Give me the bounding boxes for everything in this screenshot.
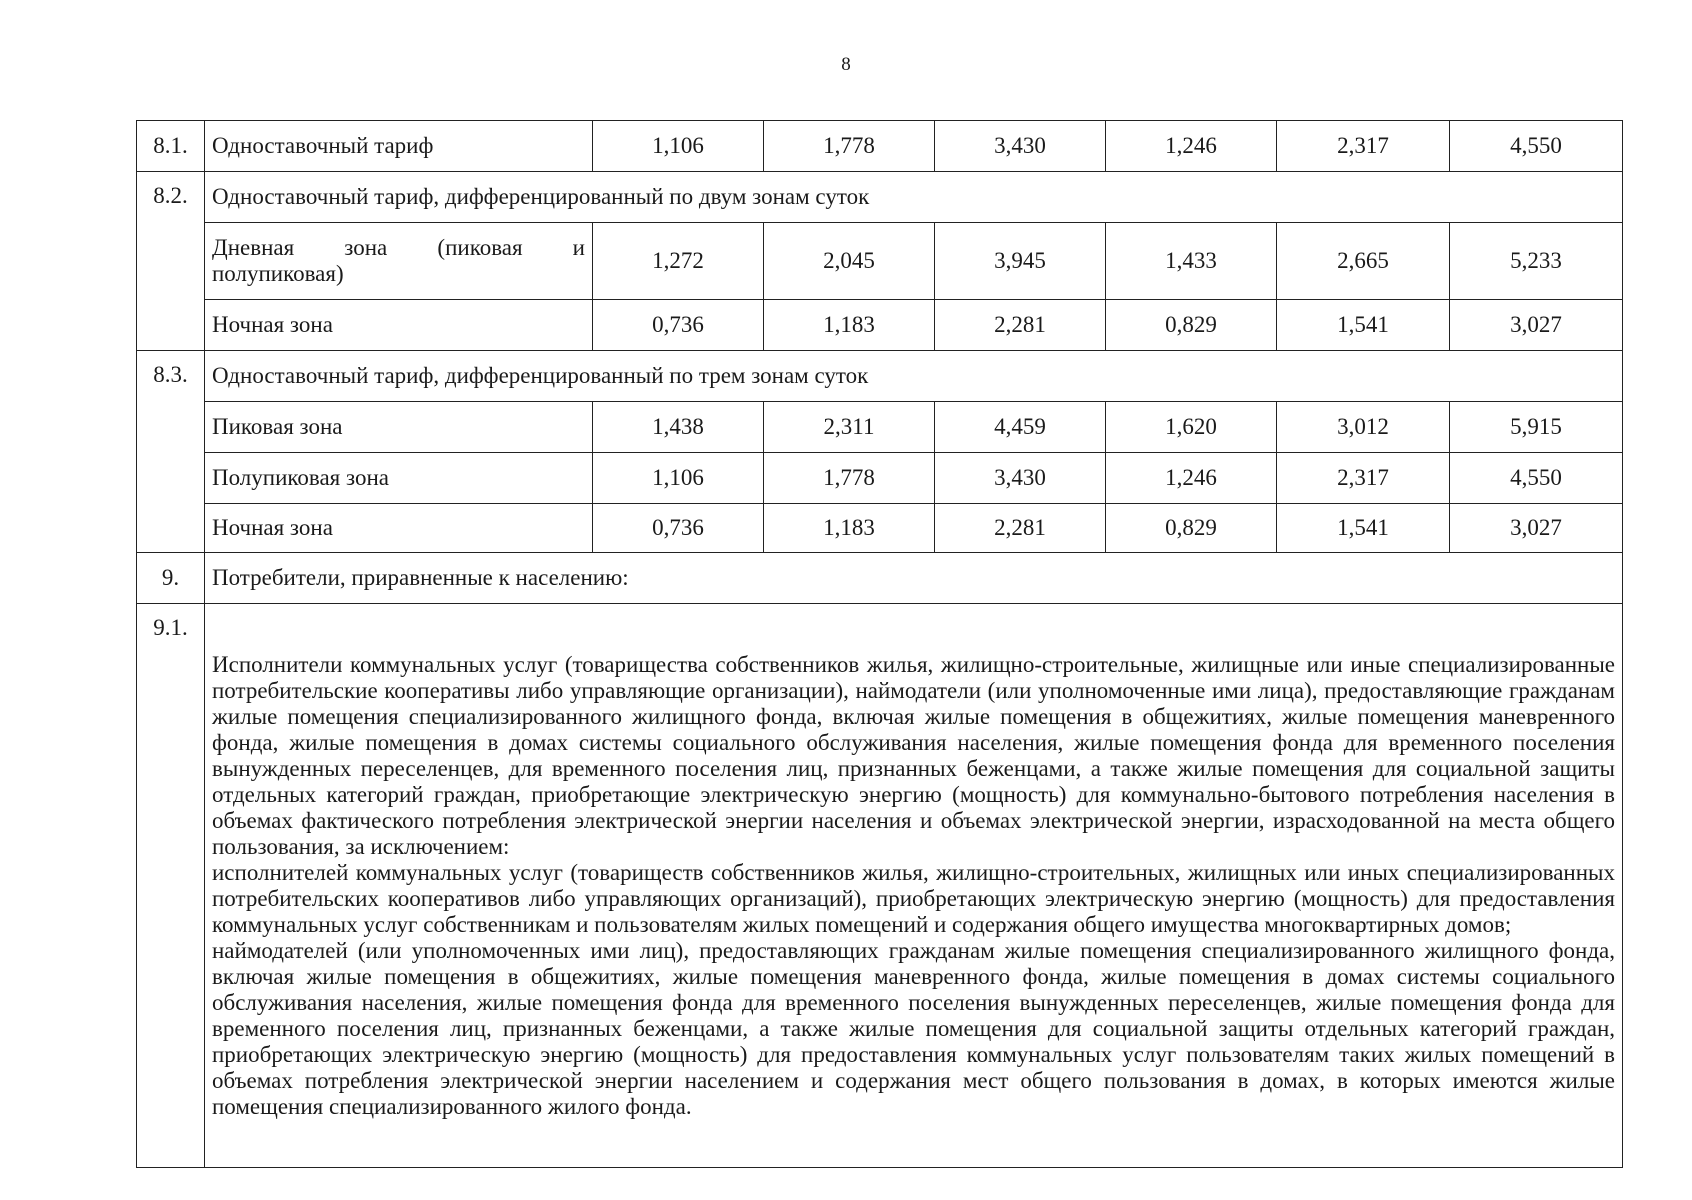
value-cell: 0,829 (1106, 504, 1277, 553)
row-description (205, 604, 1623, 1168)
value-cell: 2,281 (935, 504, 1106, 553)
value-cell: 3,012 (1277, 402, 1450, 453)
row-label: Одноставочный тариф, дифференцированный по трем зонам суток (205, 351, 1623, 402)
paragraph: исполнителей коммунальных услуг (товариществ собственников жилья, жилищно-строительных, жилищных или иных специализированных потребительских кооперативов либо управляющих организаций), приобретающих электрическую энергию (мощность) для предоставления коммунальных услуг собственникам и пользователям жилых помещений и содержания общего имущества многоквартирных домов; (212, 859, 1615, 937)
value-cell: 1,438 (593, 402, 764, 453)
value-cell: 0,736 (593, 504, 764, 553)
table-row-8-1 (137, 121, 1623, 172)
value-cell: 2,665 (1277, 223, 1450, 300)
value-cell: 3,430 (935, 121, 1106, 172)
table-row-8-2-day (137, 223, 1623, 300)
value-cell: 5,233 (1450, 223, 1623, 300)
table-row-8-2-night (137, 300, 1623, 351)
table-row-8-2 (137, 172, 1623, 223)
table-row-8-3-peak (137, 402, 1623, 453)
row-label: Ночная зона (205, 504, 593, 553)
value-cell: 1,620 (1106, 402, 1277, 453)
value-cell: 1,541 (1277, 300, 1450, 351)
value-cell: 4,550 (1450, 121, 1623, 172)
paragraph: Исполнители коммунальных услуг (товарищества собственников жилья, жилищно-строительные, жилищные или иные специализированные потребительские кооперативы либо управляющие организации), наймодатели (или уполномоченные ими лица), предоставляющие гражданам жилые помещения специализированного жилищного фонда, включая жилые помещения в общежитиях, жилые помещения маневренного фонда, жилые помещения в домах системы социального обслуживания населения, жилые помещения фонда для временного поселения вынужденных переселенцев, для временного поселения лиц, признанных беженцами, а также жилые помещения для социальной защиты отдельных категорий граждан, приобретающие электрическую энергию (мощность) для коммунально-бытового потребления населения в объемах фактического потребления электрической энергии населения и объемах электрической энергии, израсходованной на места общего пользования, за исключением: (212, 651, 1615, 859)
paragraph: наймодателей (или уполномоченных ими лиц), предоставляющих гражданам жилые помещения специализированного жилищного фонда, включая жилые помещения в общежитиях, жилые помещения маневренного фонда, жилые помещения в домах системы социального обслуживания населения, жилые помещения фонда для временного поселения вынужденных переселенцев, жилые помещения фонда для временного поселения лиц, признанных беженцами, а также жилые помещения для социальной защиты отдельных категорий граждан, приобретающих электрическую энергию (мощность) для предоставления коммунальных услуг пользователям таких жилых помещений в объемах потребления электрической энергии населением и содержания мест общего пользования в домах, в которых имеются жилые помещения специализированного жилого фонда. (212, 937, 1615, 1119)
page-number: 8 (841, 54, 851, 75)
value-cell: 0,736 (593, 300, 764, 351)
value-cell: 1,246 (1106, 453, 1277, 504)
row-number: 9.1. (137, 604, 205, 1168)
value-cell: 1,778 (764, 121, 935, 172)
value-cell: 1,183 (764, 504, 935, 553)
table-row-8-3 (137, 351, 1623, 402)
row-number: 9. (137, 553, 205, 604)
row-label: Пиковая зона (205, 402, 593, 453)
value-cell: 2,311 (764, 402, 935, 453)
row-label: Одноставочный тариф, дифференцированный по двум зонам суток (205, 172, 1623, 223)
row-number: 8.2. (137, 172, 205, 351)
value-cell: 2,317 (1277, 453, 1450, 504)
value-cell: 1,433 (1106, 223, 1277, 300)
table-row-9 (137, 553, 1623, 604)
value-cell: 1,246 (1106, 121, 1277, 172)
value-cell: 3,945 (935, 223, 1106, 300)
value-cell: 1,272 (593, 223, 764, 300)
value-cell: 3,430 (935, 453, 1106, 504)
value-cell: 2,045 (764, 223, 935, 300)
value-cell: 3,027 (1450, 300, 1623, 351)
value-cell: 1,106 (593, 453, 764, 504)
row-label: Полупиковая зона (205, 453, 593, 504)
table-row-9-1 (137, 604, 1623, 1168)
row-label (205, 223, 593, 300)
value-cell: 2,317 (1277, 121, 1450, 172)
table-row-8-3-night (137, 504, 1623, 553)
row-label: Ночная зона (205, 300, 593, 351)
row-label: Одноставочный тариф (205, 121, 593, 172)
value-cell: 1,541 (1277, 504, 1450, 553)
value-cell: 0,829 (1106, 300, 1277, 351)
value-cell: 2,281 (935, 300, 1106, 351)
value-cell: 1,106 (593, 121, 764, 172)
value-cell: 1,778 (764, 453, 935, 504)
table-row-8-3-halfpeak (137, 453, 1623, 504)
day-zone-label: Дневная зона (пиковая и полупиковая) (212, 235, 585, 286)
row-number: 8.3. (137, 351, 205, 553)
row-number: 8.1. (137, 121, 205, 172)
value-cell: 1,183 (764, 300, 935, 351)
value-cell: 5,915 (1450, 402, 1623, 453)
value-cell: 4,459 (935, 402, 1106, 453)
tariff-table (136, 120, 1623, 1168)
value-cell: 4,550 (1450, 453, 1623, 504)
row-label: Потребители, приравненные к населению: (205, 553, 1623, 604)
value-cell: 3,027 (1450, 504, 1623, 553)
